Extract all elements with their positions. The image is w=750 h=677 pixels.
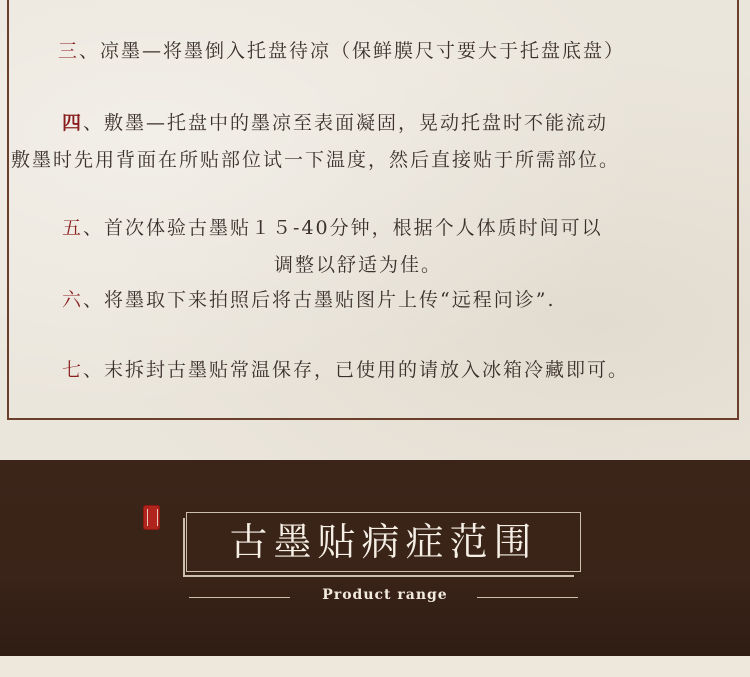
- step-5: 五、首次体验古墨贴１５-40分钟，根据个人体质时间可以: [62, 217, 603, 239]
- step-7: 七、末拆封古墨贴常温保存，已使用的请放入冰箱冷藏即可。: [62, 359, 630, 381]
- step-text: 首次体验古墨贴１５-40分钟，根据个人体质时间可以: [104, 217, 603, 239]
- step-number: 四: [62, 112, 84, 134]
- step-text: 将墨取下来拍照后将古墨贴图片上传“远程问诊”.: [104, 289, 556, 311]
- section-subtitle: Product range: [322, 587, 448, 603]
- step-4: 四、敷墨—托盘中的墨凉至表面凝固，晃动托盘时不能流动: [62, 112, 609, 134]
- step-text: 末拆封古墨贴常温保存，已使用的请放入冰箱冷藏即可。: [104, 359, 630, 381]
- page-bottom-strip: [0, 656, 750, 677]
- step-5-continued: 调整以舒适为佳。: [274, 254, 443, 276]
- step-4-continued: 敷墨时先用背面在所贴部位试一下温度，然后直接贴于所需部位。: [11, 149, 621, 171]
- step-3: 三、凉墨—将墨倒入托盘待凉（保鲜膜尺寸要大于托盘底盘）: [58, 40, 626, 62]
- divider-right: [477, 597, 578, 598]
- divider-left: [189, 597, 290, 598]
- step-number: 七: [62, 359, 84, 381]
- step-6: 六、将墨取下来拍照后将古墨贴图片上传“远程问诊”.: [62, 289, 556, 311]
- seal-stamp-icon: [143, 505, 160, 530]
- step-number: 三: [58, 40, 80, 62]
- section-title: 古墨贴病症范围: [229, 520, 538, 564]
- step-text: 敷墨—托盘中的墨凉至表面凝固，晃动托盘时不能流动: [104, 112, 609, 134]
- step-number: 五: [62, 217, 84, 239]
- step-number: 六: [62, 289, 84, 311]
- step-text: 凉墨—将墨倒入托盘待凉（保鲜膜尺寸要大于托盘底盘）: [100, 40, 626, 62]
